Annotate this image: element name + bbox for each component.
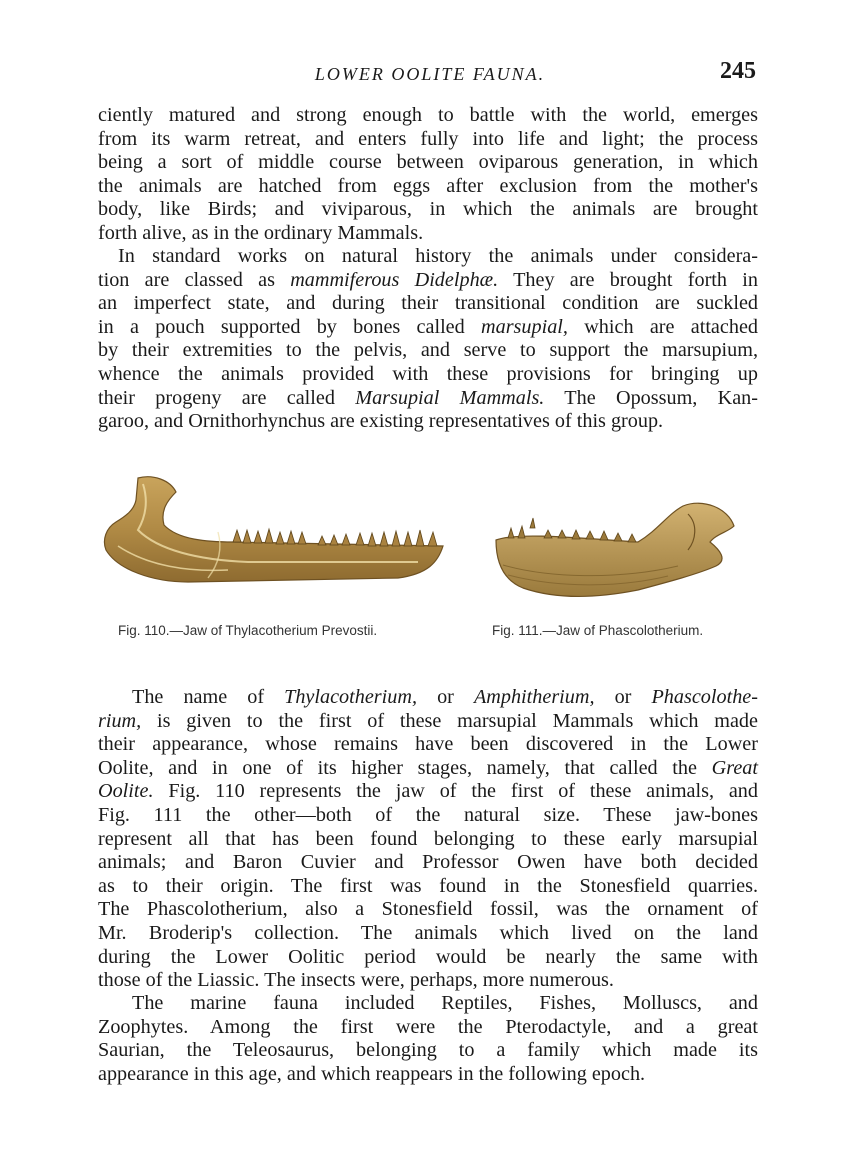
italic-term: Thylacotherium, — [284, 686, 417, 708]
text-line: Zoophytes. Among the first were the Pterodactyle, and a great — [98, 1015, 758, 1038]
text-line: Mr. Broderip's collection. The animals which lived on the land — [98, 921, 758, 944]
italic-term: Amphitherium, — [473, 686, 595, 708]
text-line — [98, 316, 758, 340]
text-line: those of the Liassic. The insects were, perhaps, more numerous. — [98, 969, 614, 992]
italic-term: mammiferous Didelphæ. — [290, 268, 499, 291]
text-run: or — [417, 686, 474, 708]
page-number: 245 — [720, 58, 756, 84]
text-run: or — [594, 686, 652, 708]
text-run: their progeny are called — [98, 386, 356, 409]
running-head — [98, 58, 762, 88]
figure-area — [98, 470, 762, 640]
text-run: in a pouch supported by bones called — [98, 315, 482, 338]
text-line: In standard works on natural history the animals under considera- — [118, 245, 758, 267]
text-line: represent all that has been found belonging to these early marsupial — [98, 827, 758, 850]
text-line: The Phascolotherium, also a Stonesfield fossil, was the ornament of — [98, 898, 758, 921]
text-line: animals; and Baron Cuvier and Professor Owen have both decided — [98, 851, 758, 874]
text-line: garoo, and Ornithorhynchus are existing representatives of this group. — [98, 410, 664, 433]
text-run: Fig. 110 represents the jaw of the first of these animals, and — [153, 780, 758, 803]
paragraph-4 — [98, 992, 758, 1086]
text-run: tion are classed as — [98, 268, 291, 291]
text-line: the animals are hatched from eggs after exclusion from the mother's — [98, 174, 758, 197]
italic-term: Phascolothe- — [651, 686, 758, 708]
text-run: is given to the first of these marsupial Mammals which made — [141, 709, 758, 732]
text-line: appearance in this age, and which reappears in the following epoch. — [98, 1062, 646, 1085]
italic-term: Great — [711, 756, 758, 779]
text-run: which are attached — [567, 315, 758, 338]
paragraph-3 — [98, 686, 758, 993]
italic-term: Marsupial Mammals. — [355, 386, 545, 409]
text-run: Oolite, and in one of its higher stages, namely, that called the — [98, 756, 712, 779]
fig-110-caption: Fig. 110.—Jaw of Thylacotherium Prevostii. — [118, 623, 378, 638]
text-run: The name of — [132, 686, 285, 708]
text-line: whence the animals provided with these provisions for bringing up — [98, 362, 758, 385]
fig-111-caption: Fig. 111.—Jaw of Phascolotherium. — [492, 623, 704, 638]
text-line: body, like Birds; and viviparous, in which the animals are brought — [98, 198, 758, 221]
figure-illustrations — [98, 470, 762, 640]
text-line: Fig. 111 the other—both of the natural size. These jaw-bones — [98, 803, 758, 826]
italic-term: marsupial, — [481, 315, 568, 338]
jaw-thylacotherium-illustration — [104, 477, 443, 582]
text-line: ciently matured and strong enough to battle with the world, emerges — [98, 104, 758, 126]
text-line: by their extremities to the pelvis, and serve to support the marsupium, — [98, 339, 758, 362]
jaw-phascolotherium-illustration — [496, 503, 734, 596]
text-line — [98, 710, 758, 734]
running-title: LOWER OOLITE FAUNA. — [314, 64, 546, 84]
text-line: as to their origin. The first was found in the Stonesfield quarries. — [98, 874, 758, 897]
italic-term: rium, — [98, 709, 142, 732]
text-line: The marine fauna included Reptiles, Fishes, Molluscs, and — [132, 992, 758, 1014]
paragraph-1 — [98, 104, 758, 246]
text-line — [98, 269, 758, 293]
text-line — [98, 686, 758, 710]
text-line: being a sort of middle course between oviparous generation, in which — [98, 151, 758, 174]
italic-term: Oolite. — [98, 780, 154, 803]
paragraph-2 — [98, 245, 758, 434]
text-line — [98, 387, 758, 411]
text-line: Saurian, the Teleosaurus, belonging to a family which made its — [98, 1039, 758, 1062]
text-line — [98, 757, 758, 781]
text-line: forth alive, as in the ordinary Mammals. — [98, 221, 424, 244]
text-line — [98, 780, 758, 804]
text-run: The Opossum, Kan- — [544, 386, 759, 409]
text-line: an imperfect state, and during their transitional condition are suckled — [98, 292, 758, 315]
text-line: during the Lower Oolitic period would be nearly the same with — [98, 945, 758, 968]
text-line: their appearance, whose remains have been discovered in the Lower — [98, 733, 758, 756]
text-run: They are brought forth in — [498, 268, 758, 291]
text-line: from its warm retreat, and enters fully into life and light; the process — [98, 127, 758, 150]
